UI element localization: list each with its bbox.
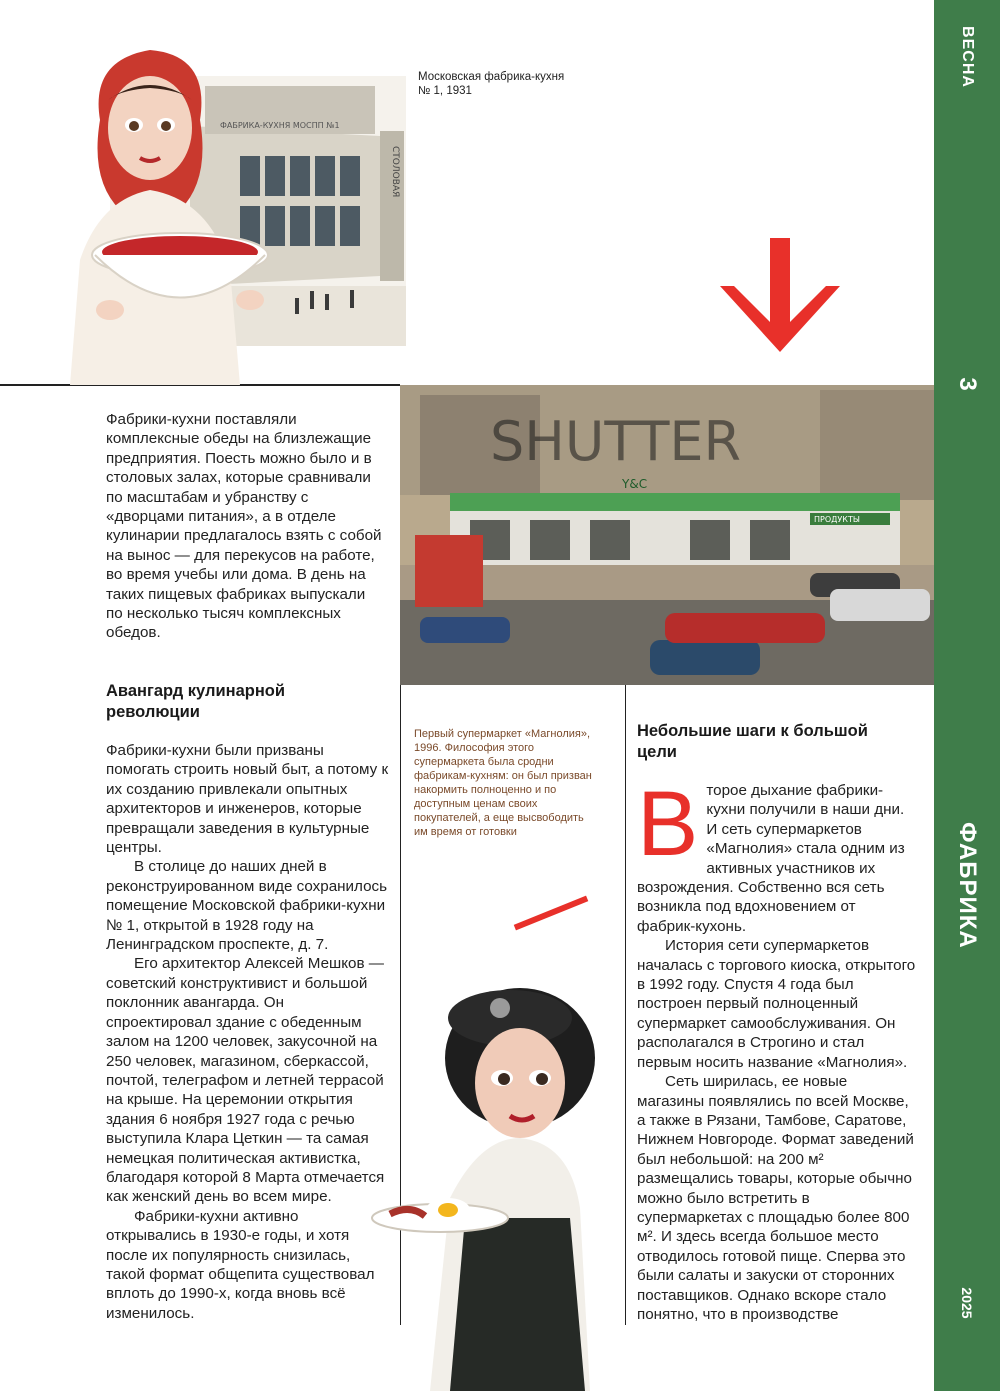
magnolia-supermarket-photo [400,385,934,685]
avantgarde-article [106,741,391,1323]
woman-with-soup-illustration [60,40,270,385]
issue-number: 3 [954,377,981,391]
avantgarde-paragraph-3: Его архитектор Алексей Мешков — советский конструктивист и большой поклонник авангарда. Он спроектировал здание с обеденным залом на 1200 человек, закусочной на 250 человек, магазином, сберкассой, почтой, телеграфом и летней террасой на крыше. На церемонии открытия здания 6 ноября 1927 года с речью выступила Клара Цеткин — та самая немецкая политическая активистка, благодаря которой 8 Марта отмечается как женский день во всем мире. [106,955,385,1206]
magnolia-photo-caption: Первый супермаркет «Магнолия», 1996. Философия этого супермаркета была сродни фабрикам-кухням: он был призван накормить полноценно и по доступным ценам своих покупателей, а еще высвободить им время от готовки [414,728,592,838]
factory-photo-caption: Московская фабрика-кухня № 1, 1931 [418,71,565,97]
divider-vertical-right [625,685,626,1325]
intro-text: Фабрики-кухни поставляли комплексные обеды на близлежащие предприятия. Поесть можно было и в столовых залах, которые сравнивали по масштабам и убранству с «дворцами питания», а в отделе кулинарии предлагалось взять с собой на вынос — для перекусов на работе, во время учебы или дома. В день на таких пищевых фабриках выпускали по несколько тысяч комплексных обедов. [106,411,382,642]
avantgarde-heading: Авангард кулинарной революции [106,682,286,721]
building-sign-front: ФАБРИКА-КУХНЯ МОСПП №1 [220,121,340,130]
section-sidebar [934,0,1000,1391]
section-title: ФАБРИКА [954,822,981,949]
intro-paragraph [106,410,384,643]
small-steps-paragraph-3: Сеть ширилась, ее новые магазины появлялись по всей Москве, а также в Рязани, Тамбове, Саратове, Нижнем Новгороде. Формат заведений был небольшой: на 200 м² размещались товары, которые обычно можно было встретить в супермаркетах с площадью более 800 м². И здесь всегда большое место отводилось готовой пище. Сперва это были салаты и закуски от сторонних поставщиков. Однако вскоре стало понятно, что в производстве [637,1073,914,1323]
drop-cap: В [637,773,699,875]
avantgarde-paragraph-4: Фабрики-кухни активно открывались в 1930-е годы, и хотя после их популярность снизилась, такой формат общепита существовал вплоть до 1990-х, когда вновь всё изменилось. [106,1207,375,1322]
waitress-with-plate-illustration [370,978,610,1391]
building-sign-side: СТОЛОВАЯ [390,146,400,198]
season-label: ВЕСНА [959,26,976,88]
small-steps-paragraph-1-text: торое дыхание фабрики-кухни получили в наши дни. И сеть супермаркетов «Магнолия» стала одним из активных участников их возрождения. Собственно вся сеть возникла под вдохновением от фабрик-кухонь. [637,782,905,935]
photo-watermark: SHUTTER [490,410,742,473]
avantgarde-paragraph-2: В столице до наших дней в реконструированном виде сохранилось помещение Московской фабрики-кухни № 1, открытой в 1928 году на Ленинградском проспекте, д. 7. [106,858,388,954]
store-sign: ПРОДУКТЫ [814,515,860,524]
small-steps-paragraph-1 [637,773,917,936]
red-accent-stroke [514,896,589,931]
roof-logo: Y&C [622,477,648,491]
avantgarde-paragraph-1: Фабрики-кухни были призваны помогать строить новый быт, а потому к их созданию привлекали опытных архитекторов и инженеров, которые превращали заведения в культурные центры. [106,742,389,857]
small-steps-article [637,773,917,1324]
red-down-arrow-icon [720,238,840,354]
small-steps-heading: Небольшие шаги к большой цели [637,722,868,761]
small-steps-paragraph-2: История сети супермаркетов началась с торгового киоска, открытого в 1992 году. Спустя 4 года был построен первый полноценный супермаркет самообслуживания. Он располагался в Строгино и стал первым носить название «Магнолия». [637,937,916,1071]
year-label: 2025 [959,1287,975,1319]
